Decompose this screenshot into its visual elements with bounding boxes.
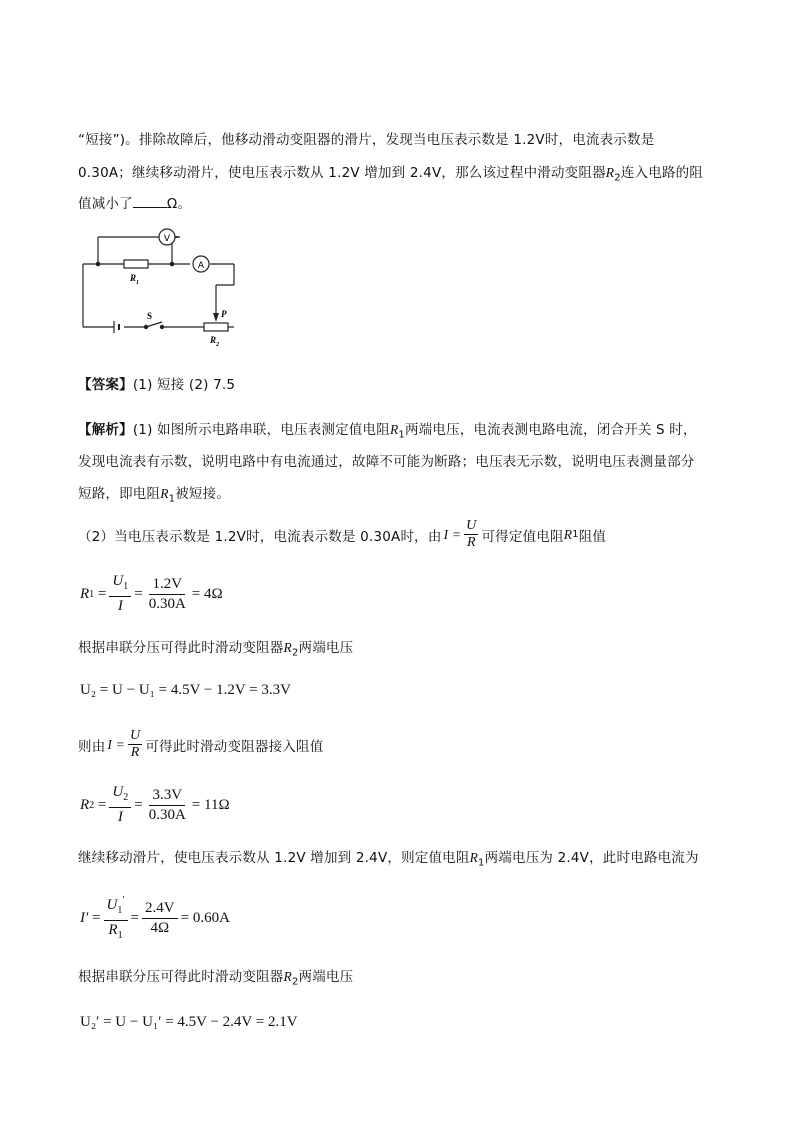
analysis-text: 继续移动滑片，使电压表示数从 1.2V 增加到 2.4V，则定值电阻 [78,850,470,866]
r1-sub: 1 [168,493,176,505]
analysis-line-6 [78,728,323,761]
analysis-text: 两端电压为 2.4V，此时电路电流为 [484,850,699,866]
r2-label: $R_2$ [210,335,220,348]
equation-u2-prime: U₂′ = U − U₁′ = 4.5V − 2.4V = 2.1V [80,1014,298,1030]
r1-sub: 1 [398,429,405,441]
analysis-text: 两端电压 [298,969,354,985]
intro-line-1 [78,128,654,148]
intro-line-2 [78,161,703,184]
intro-text-2: 0.30A；继续移动滑片，使电压表示数从 1.2V 增加到 2.4V，那么该过程中滑动变阻器 [78,165,606,181]
analysis-text: 可得此时滑动变阻器接入阻值 [145,738,324,755]
analysis-line-7 [78,846,699,869]
analysis-text: （2）当电压表示数是 1.2V时，电流表示数是 0.30A时，由 [78,528,442,545]
analysis-line-1 [78,418,697,441]
intro-line-3 [78,192,191,212]
analysis-text: 两端电压，电流表测电路电流，闭合开关 S 时， [404,422,697,438]
r1-sub: 1 [572,529,579,540]
analysis-text: 根据串联分压可得此时滑动变阻器 [78,640,284,656]
analysis-text: 则由 [78,738,106,755]
r2-sub: 2 [291,976,299,988]
intro-text-3-end: Ω。 [166,196,192,212]
analysis-text: 可得定值电阻 [481,528,564,545]
battery-icon [114,321,119,333]
analysis-line-2 [78,450,695,470]
r1-symbol: R [563,526,573,542]
ammeter-label: A [197,261,205,271]
answer-label: 【答案】 [78,377,133,393]
analysis-text: 被短接。 [175,486,231,502]
analysis-line-3 [78,482,230,505]
junction-dot [96,262,101,267]
analysis-text: (1) 如图所示电路串联，电压表测定值电阻 [132,422,390,438]
analysis-line-4 [78,518,606,551]
r2-sub: 2 [614,172,621,184]
ohm-lhs: I = [443,526,462,542]
analysis-text: 根据串联分压可得此时滑动变阻器 [78,969,284,985]
analysis-label: 【解析】 [78,422,133,438]
r1-label: $R_1$ [130,273,140,286]
ohm-fraction: $\frac{U}{R}$ [466,518,477,550]
resistor-r1 [124,260,148,268]
r1-symbol: R [160,486,169,501]
r1-sub: 1 [478,857,485,869]
switch-label: S [147,311,153,321]
r1-symbol: R [469,850,479,865]
answer-blank [133,195,167,208]
switch-icon [144,322,163,329]
answer-text: (1) 短接 (2) 7.5 [132,377,236,393]
analysis-text: 两端电压 [298,640,354,656]
ohm-lhs: I = [107,736,125,752]
intro-text-1: “短接”)。排除故障后，他移动滑动变阻器的滑片，发现当电压表示数是 1.2V时，电流表示数是 [78,132,655,148]
slider-label: P [221,309,227,319]
equation-r1: R 1 = $\frac{U_1}{I}$ = $\frac{1.2V}{0.30A}$ = 4Ω [80,573,223,614]
answer-line [78,373,235,393]
equation-u2: U₂ = U − U₁ = 4.5V − 1.2V = 3.3V [80,682,291,698]
analysis-line-5 [78,636,353,659]
voltmeter-label: V [163,234,171,244]
equation-i-prime: I′ = $\frac{U_1'}{R_1}$ = $\frac{2.4V}{4\Omega}$ = 0.60A [80,892,230,944]
rheostat-r2 [204,323,228,331]
r2-symbol: R [283,969,292,984]
analysis-text: 阻值 [578,528,607,545]
r1-symbol: R [389,422,399,437]
r2-sub: 2 [291,647,299,659]
r2-symbol: R [605,165,615,180]
intro-text-3: 值减小了 [78,196,133,212]
circuit-diagram [80,225,250,350]
analysis-text: 发现电流表有示数，说明电路中有电流通过，故障不可能为断路；电压表无示数，说明电压表测量部分 [78,454,695,470]
analysis-line-8 [78,965,353,988]
slider-arrow-icon [213,313,219,322]
intro-text-2-end: 连入电路的阻 [620,165,703,181]
junction-dot [170,262,175,267]
r2-symbol: R [283,640,292,655]
ohm-fraction: $\frac{U}{R}$ [130,728,141,760]
equation-r2: R 2 = $\frac{U_2}{I}$ = $\frac{3.3V}{0.30A}$ = 11Ω [80,784,230,825]
analysis-text: 短路，即电阻 [78,486,161,502]
